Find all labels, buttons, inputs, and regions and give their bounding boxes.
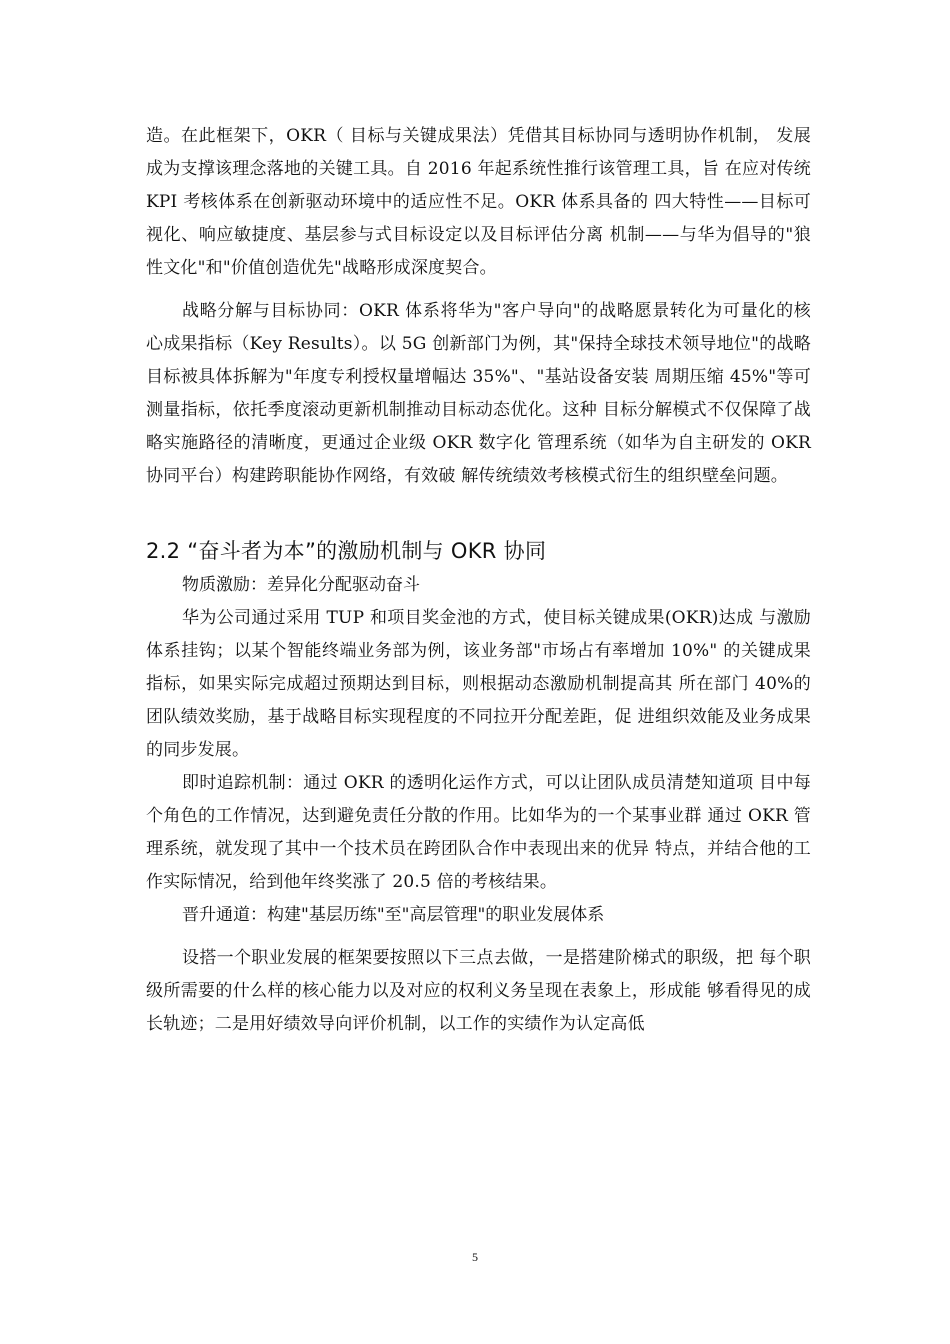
section-heading: 2.2 “奋斗者为本”的激励机制与 OKR 协同 [146,539,547,563]
sub-heading-promotion-channel: 晋升通道：构建"基层历练"至"高层管理"的职业发展体系 [182,905,605,925]
paragraph-realtime-tracking: 即时追踪机制：通过 OKR 的透明化运作方式，可以让团队成员清楚知道项 目中每个角色的工作情况，达到避免责任分散的作用。比如华为的一个某事业群 通过 OKR 管理系统，就发现了其中一个技术员在跨团队合作中表现出来的优异 特点，并结合他的工作实际情况，给到他年终奖涨了 20.5 倍的考核结果。 [146,773,811,892]
paragraph-tup-bonus: 华为公司通过采用 TUP 和项目奖金池的方式，使目标关键成果(OKR)达成 与激励体系挂钩；以某个智能终端业务部为例，该业务部"市场占有率增加 10%" 的关键成果指标，如果实际完成超过预期达到目标，则根据动态激励机制提高其 所在部门 40%的团队绩效奖励，基于战略目标实现程度的不同拉开分配差距，促 进组织效能及业务成果的同步发展。 [146,608,811,760]
paragraph-strategy-decomposition: 战略分解与目标协同：OKR 体系将华为"客户导向"的战略愿景转化为可量化的核心成果指标（Key Results）。以 5G 创新部门为例，其"保持全球技术领导地位"的战略目标被具体拆解为"年度专利授权量增幅达 35%"、"基站设备安装 周期压缩 45%"等可测量指标，依托季度滚动更新机制推动目标动态优化。这种 目标分解模式不仅保障了战略实施路径的清晰度，更通过企业级 OKR 数字化 管理系统（如华为自主研发的 OKR 协同平台）构建跨职能协作网络，有效破 解传统绩效考核模式衍生的组织壁垒问题。 [146,301,811,486]
sub-heading-material-incentive: 物质激励：差异化分配驱动奋斗 [182,575,420,595]
page-number: 5 [472,1250,478,1264]
page-content [146,120,811,1041]
paragraph-okr-framework: 造。在此框架下，OKR（ 目标与关键成果法）凭借其目标协同与透明协作机制， 发展成为支撑该理念落地的关键工具。自 2016 年起系统性推行该管理工具，旨 在应对传统 KPI 考核体系在创新驱动环境中的适应性不足。OKR 体系具备的 四大特性——目标可视化、响应敏捷度、基层参与式目标设定以及目标评估分离 机制——与华为倡导的"狼性文化"和"价值创造优先"战略形成深度契合。 [146,126,811,278]
paragraph-career-framework: 设搭一个职业发展的框架要按照以下三点去做，一是搭建阶梯式的职级，把 每个职级所需要的什么样的核心能力以及对应的权利义务呈现在表象上，形成能 够看得见的成长轨迹；二是用好绩效导向评价机制，以工作的实绩作为认定高低 [146,948,811,1034]
